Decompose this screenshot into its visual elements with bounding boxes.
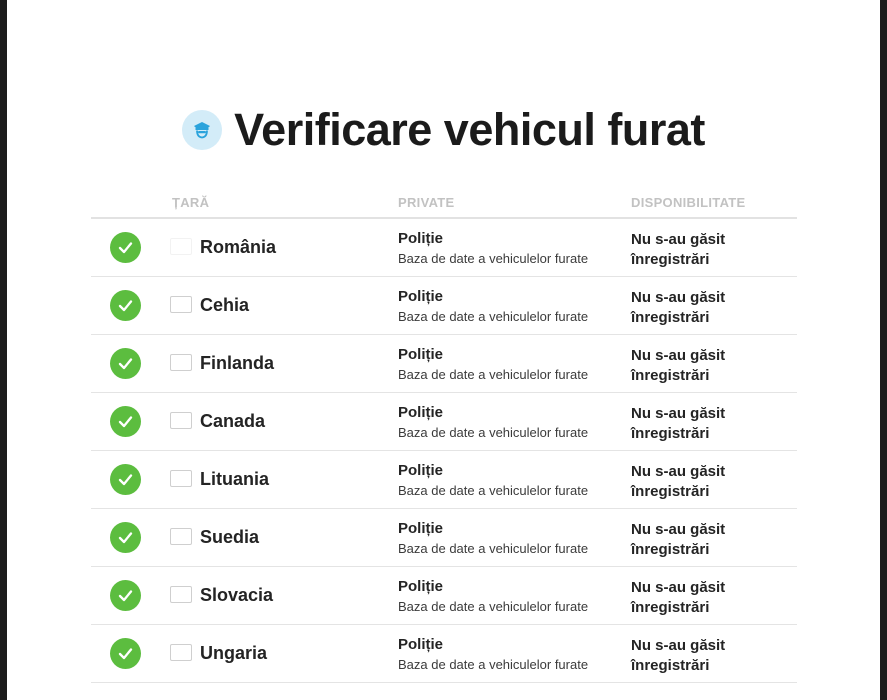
availability-status: Nu s-au găsit înregistrări (631, 289, 726, 326)
country-flag-icon (170, 528, 192, 545)
country-name: Lituania (200, 469, 270, 489)
source-title: Poliție (398, 578, 444, 595)
country-flag-icon (170, 586, 192, 603)
table-row (91, 393, 797, 451)
country-flag-icon (170, 296, 192, 313)
left-frame-border (0, 0, 7, 700)
table-row (91, 277, 797, 335)
availability-status: Nu s-au găsit înregistrări (631, 521, 726, 558)
column-header-availability: DISPONIBILITATE (631, 195, 746, 210)
availability-status: Nu s-au găsit înregistrări (631, 347, 726, 384)
country-name: Cehia (200, 295, 250, 315)
source-subtitle: Baza de date a vehiculelor furate (398, 657, 589, 672)
country-flag-icon (170, 354, 192, 371)
source-title: Poliție (398, 230, 444, 247)
column-header-country: ȚARĂ (172, 195, 210, 210)
check-circle-icon (110, 580, 141, 611)
availability-status: Nu s-au găsit înregistrări (631, 637, 726, 674)
source-subtitle: Baza de date a vehiculelor furate (398, 425, 589, 440)
table-row (91, 335, 797, 393)
check-circle-icon (110, 406, 141, 437)
results-table (91, 186, 797, 683)
source-subtitle: Baza de date a vehiculelor furate (398, 599, 589, 614)
source-subtitle: Baza de date a vehiculelor furate (398, 309, 589, 324)
country-flag-icon (170, 644, 192, 661)
country-flag-icon (170, 238, 192, 255)
table-header (91, 186, 797, 219)
check-circle-icon (110, 348, 141, 379)
country-flag-icon (170, 470, 192, 487)
source-title: Poliție (398, 346, 444, 363)
country-name: Ungaria (200, 643, 268, 663)
table-row (91, 625, 797, 683)
source-subtitle: Baza de date a vehiculelor furate (398, 541, 589, 556)
source-title: Poliție (398, 462, 444, 479)
police-officer-icon (182, 110, 222, 150)
source-subtitle: Baza de date a vehiculelor furate (398, 367, 589, 382)
availability-status: Nu s-au găsit înregistrări (631, 231, 726, 268)
source-title: Poliție (398, 520, 444, 537)
availability-status: Nu s-au găsit înregistrări (631, 463, 726, 500)
country-name: România (200, 237, 277, 257)
table-row (91, 567, 797, 625)
check-circle-icon (110, 464, 141, 495)
source-title: Poliție (398, 636, 444, 653)
source-title: Poliție (398, 288, 444, 305)
availability-status: Nu s-au găsit înregistrări (631, 405, 726, 442)
column-header-private: PRIVATE (398, 195, 455, 210)
check-circle-icon (110, 232, 141, 263)
table-body (91, 219, 797, 683)
country-flag-icon (170, 412, 192, 429)
table-row (91, 509, 797, 567)
check-circle-icon (110, 638, 141, 669)
source-title: Poliție (398, 404, 444, 421)
right-frame-border (880, 0, 887, 700)
country-name: Suedia (200, 527, 260, 547)
country-name: Canada (200, 411, 266, 431)
source-subtitle: Baza de date a vehiculelor furate (398, 251, 589, 266)
table-row (91, 451, 797, 509)
title-bar (7, 100, 880, 160)
source-subtitle: Baza de date a vehiculelor furate (398, 483, 589, 498)
country-name: Finlanda (200, 353, 275, 373)
page-title: Verificare vehicul furat (234, 104, 705, 155)
availability-status: Nu s-au găsit înregistrări (631, 579, 726, 616)
table-row (91, 219, 797, 277)
check-circle-icon (110, 522, 141, 553)
report-page (7, 0, 880, 700)
country-name: Slovacia (200, 585, 274, 605)
check-circle-icon (110, 290, 141, 321)
